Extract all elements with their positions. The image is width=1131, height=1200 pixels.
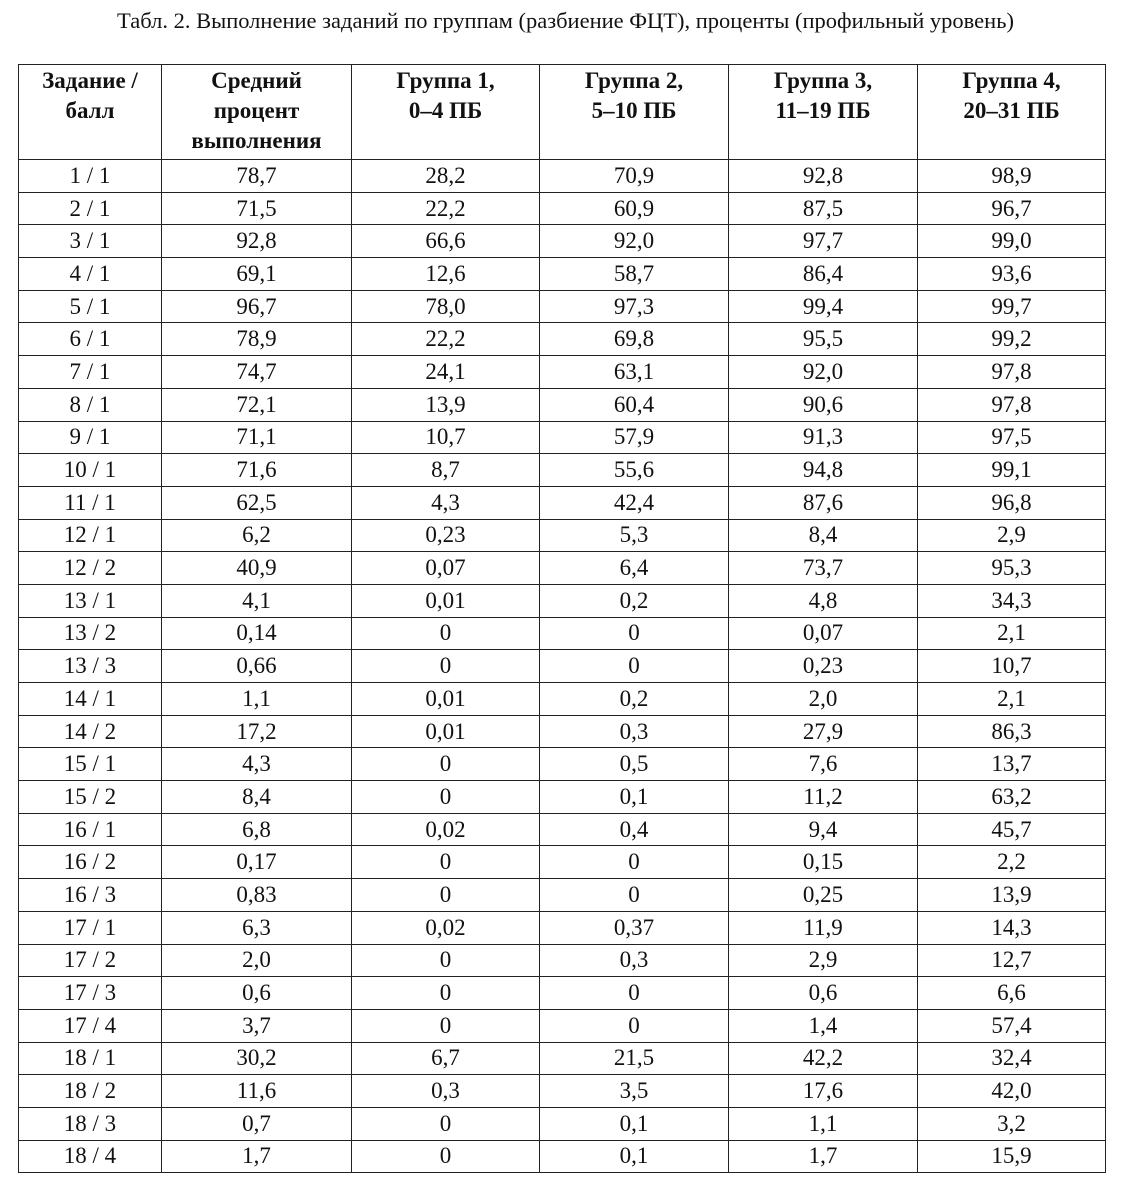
cell-group-1: 8,7 — [352, 454, 540, 487]
cell-average: 4,1 — [162, 584, 352, 617]
cell-group-4: 99,7 — [918, 290, 1106, 323]
table-row — [19, 519, 1106, 552]
cell-group-3: 97,7 — [729, 225, 918, 258]
cell-group-3: 11,2 — [729, 781, 918, 814]
table-row — [19, 813, 1106, 846]
table-row — [19, 290, 1106, 323]
cell-task-score: 4 / 1 — [19, 258, 162, 291]
cell-group-3: 0,25 — [729, 879, 918, 912]
cell-group-3: 8,4 — [729, 519, 918, 552]
cell-group-4: 12,7 — [918, 944, 1106, 977]
cell-group-3: 0,23 — [729, 650, 918, 683]
cell-group-3: 1,1 — [729, 1107, 918, 1140]
cell-group-2: 21,5 — [540, 1042, 729, 1075]
cell-group-1: 4,3 — [352, 486, 540, 519]
table-row — [19, 650, 1106, 683]
cell-group-2: 5,3 — [540, 519, 729, 552]
cell-group-4: 15,9 — [918, 1140, 1106, 1173]
cell-group-1: 0 — [352, 748, 540, 781]
cell-task-score: 11 / 1 — [19, 486, 162, 519]
cell-task-score: 17 / 3 — [19, 977, 162, 1010]
cell-group-3: 11,9 — [729, 911, 918, 944]
header-line: 5–10 ПБ — [591, 98, 677, 123]
cell-group-1: 13,9 — [352, 388, 540, 421]
header-line: 20–31 ПБ — [963, 98, 1060, 123]
cell-task-score: 15 / 1 — [19, 748, 162, 781]
cell-average: 78,7 — [162, 160, 352, 193]
cell-task-score: 14 / 1 — [19, 683, 162, 716]
cell-task-score: 3 / 1 — [19, 225, 162, 258]
cell-group-4: 2,2 — [918, 846, 1106, 879]
cell-group-4: 57,4 — [918, 1009, 1106, 1042]
header-line: 0–4 ПБ — [408, 98, 483, 123]
cell-group-3: 9,4 — [729, 813, 918, 846]
cell-group-1: 0,23 — [352, 519, 540, 552]
cell-group-2: 0 — [540, 617, 729, 650]
cell-average: 0,14 — [162, 617, 352, 650]
cell-group-1: 0 — [352, 977, 540, 1010]
cell-group-4: 2,9 — [918, 519, 1106, 552]
cell-average: 69,1 — [162, 258, 352, 291]
cell-group-4: 42,0 — [918, 1075, 1106, 1108]
table-row — [19, 584, 1106, 617]
cell-group-4: 45,7 — [918, 813, 1106, 846]
header-line: Средний — [211, 68, 302, 93]
cell-group-3: 7,6 — [729, 748, 918, 781]
cell-group-3: 87,6 — [729, 486, 918, 519]
table-row — [19, 879, 1106, 912]
cell-group-1: 12,6 — [352, 258, 540, 291]
cell-average: 30,2 — [162, 1042, 352, 1075]
cell-group-1: 66,6 — [352, 225, 540, 258]
header-line: Задание / — [42, 68, 138, 93]
cell-group-2: 0,1 — [540, 1140, 729, 1173]
cell-group-1: 0 — [352, 1107, 540, 1140]
cell-average: 62,5 — [162, 486, 352, 519]
cell-group-2: 0,3 — [540, 715, 729, 748]
table-row — [19, 781, 1106, 814]
header-line: процент — [213, 98, 300, 123]
table-row — [19, 911, 1106, 944]
cell-average: 0,7 — [162, 1107, 352, 1140]
cell-average: 71,1 — [162, 421, 352, 454]
cell-group-3: 42,2 — [729, 1042, 918, 1075]
cell-group-4: 99,0 — [918, 225, 1106, 258]
cell-average: 1,7 — [162, 1140, 352, 1173]
cell-group-2: 0,2 — [540, 683, 729, 716]
cell-average: 74,7 — [162, 356, 352, 389]
cell-average: 1,1 — [162, 683, 352, 716]
cell-task-score: 15 / 2 — [19, 781, 162, 814]
table-row — [19, 192, 1106, 225]
cell-group-2: 0 — [540, 1009, 729, 1042]
cell-average: 8,4 — [162, 781, 352, 814]
cell-group-3: 92,0 — [729, 356, 918, 389]
header-group-3 — [729, 65, 918, 160]
cell-average: 6,2 — [162, 519, 352, 552]
cell-group-4: 98,9 — [918, 160, 1106, 193]
cell-task-score: 9 / 1 — [19, 421, 162, 454]
cell-task-score: 17 / 2 — [19, 944, 162, 977]
header-line: Группа 4, — [962, 68, 1061, 93]
table-row — [19, 258, 1106, 291]
cell-task-score: 17 / 1 — [19, 911, 162, 944]
cell-average: 6,3 — [162, 911, 352, 944]
cell-group-3: 1,4 — [729, 1009, 918, 1042]
cell-task-score: 7 / 1 — [19, 356, 162, 389]
cell-average: 4,3 — [162, 748, 352, 781]
table-row — [19, 486, 1106, 519]
cell-group-1: 0 — [352, 650, 540, 683]
cell-group-3: 92,8 — [729, 160, 918, 193]
cell-task-score: 18 / 1 — [19, 1042, 162, 1075]
cell-group-1: 0 — [352, 1140, 540, 1173]
cell-group-1: 0,02 — [352, 911, 540, 944]
cell-group-3: 99,4 — [729, 290, 918, 323]
cell-group-1: 0,07 — [352, 552, 540, 585]
cell-group-1: 24,1 — [352, 356, 540, 389]
table-row — [19, 846, 1106, 879]
header-line: выполнения — [191, 128, 322, 153]
table-row — [19, 421, 1106, 454]
cell-group-1: 0,01 — [352, 715, 540, 748]
header-line: Группа 2, — [584, 68, 684, 93]
cell-group-3: 90,6 — [729, 388, 918, 421]
cell-group-3: 17,6 — [729, 1075, 918, 1108]
cell-group-4: 2,1 — [918, 683, 1106, 716]
cell-average: 40,9 — [162, 552, 352, 585]
cell-group-2: 60,9 — [540, 192, 729, 225]
table-caption: Табл. 2. Выполнение заданий по группам (разбиение ФЦТ), проценты (профильный уровень) — [117, 8, 1014, 33]
cell-average: 2,0 — [162, 944, 352, 977]
cell-group-3: 27,9 — [729, 715, 918, 748]
table-row — [19, 944, 1106, 977]
cell-average: 11,6 — [162, 1075, 352, 1108]
table-header-row — [19, 65, 1106, 160]
cell-group-4: 97,8 — [918, 356, 1106, 389]
table-row — [19, 388, 1106, 421]
cell-task-score: 14 / 2 — [19, 715, 162, 748]
cell-group-1: 0 — [352, 617, 540, 650]
table-row — [19, 617, 1106, 650]
cell-group-2: 92,0 — [540, 225, 729, 258]
cell-group-2: 42,4 — [540, 486, 729, 519]
cell-group-1: 6,7 — [352, 1042, 540, 1075]
cell-task-score: 10 / 1 — [19, 454, 162, 487]
header-task-score — [19, 65, 162, 160]
cell-group-4: 97,5 — [918, 421, 1106, 454]
cell-task-score: 16 / 1 — [19, 813, 162, 846]
cell-task-score: 1 / 1 — [19, 160, 162, 193]
cell-group-4: 99,1 — [918, 454, 1106, 487]
cell-group-1: 28,2 — [352, 160, 540, 193]
cell-group-4: 32,4 — [918, 1042, 1106, 1075]
header-line: Группа 1, — [396, 68, 495, 93]
cell-group-1: 0,02 — [352, 813, 540, 846]
cell-task-score: 12 / 1 — [19, 519, 162, 552]
cell-group-4: 97,8 — [918, 388, 1106, 421]
cell-average: 6,8 — [162, 813, 352, 846]
cell-group-2: 70,9 — [540, 160, 729, 193]
cell-task-score: 16 / 2 — [19, 846, 162, 879]
cell-group-4: 95,3 — [918, 552, 1106, 585]
cell-group-2: 0 — [540, 879, 729, 912]
header-line: Группа 3, — [773, 68, 873, 93]
cell-group-1: 22,2 — [352, 192, 540, 225]
cell-group-2: 3,5 — [540, 1075, 729, 1108]
cell-average: 96,7 — [162, 290, 352, 323]
cell-group-3: 4,8 — [729, 584, 918, 617]
cell-group-1: 22,2 — [352, 323, 540, 356]
cell-group-1: 0 — [352, 781, 540, 814]
header-group-4 — [918, 65, 1106, 160]
cell-group-4: 6,6 — [918, 977, 1106, 1010]
cell-task-score: 6 / 1 — [19, 323, 162, 356]
cell-group-1: 0 — [352, 944, 540, 977]
cell-task-score: 2 / 1 — [19, 192, 162, 225]
cell-group-4: 86,3 — [918, 715, 1106, 748]
cell-group-2: 0,3 — [540, 944, 729, 977]
table-row — [19, 552, 1106, 585]
cell-average: 92,8 — [162, 225, 352, 258]
cell-average: 0,66 — [162, 650, 352, 683]
table-row — [19, 1075, 1106, 1108]
table-row — [19, 454, 1106, 487]
cell-group-3: 0,6 — [729, 977, 918, 1010]
cell-average: 71,6 — [162, 454, 352, 487]
cell-group-2: 0,1 — [540, 1107, 729, 1140]
table-body — [19, 160, 1106, 1173]
cell-group-1: 0,3 — [352, 1075, 540, 1108]
cell-group-1: 0 — [352, 879, 540, 912]
cell-group-3: 0,15 — [729, 846, 918, 879]
cell-group-4: 14,3 — [918, 911, 1106, 944]
table-row — [19, 748, 1106, 781]
cell-group-2: 0,4 — [540, 813, 729, 846]
cell-group-3: 87,5 — [729, 192, 918, 225]
table-row — [19, 683, 1106, 716]
cell-group-4: 93,6 — [918, 258, 1106, 291]
table-row — [19, 1140, 1106, 1173]
cell-group-2: 55,6 — [540, 454, 729, 487]
cell-group-1: 78,0 — [352, 290, 540, 323]
cell-average: 3,7 — [162, 1009, 352, 1042]
table-row — [19, 1107, 1106, 1140]
cell-task-score: 8 / 1 — [19, 388, 162, 421]
cell-task-score: 18 / 4 — [19, 1140, 162, 1173]
cell-task-score: 5 / 1 — [19, 290, 162, 323]
cell-group-3: 2,9 — [729, 944, 918, 977]
cell-group-4: 10,7 — [918, 650, 1106, 683]
header-group-1 — [352, 65, 540, 160]
cell-task-score: 18 / 2 — [19, 1075, 162, 1108]
cell-group-2: 63,1 — [540, 356, 729, 389]
cell-group-4: 63,2 — [918, 781, 1106, 814]
cell-task-score: 17 / 4 — [19, 1009, 162, 1042]
cell-group-2: 0 — [540, 977, 729, 1010]
cell-group-1: 0,01 — [352, 683, 540, 716]
header-average-percent — [162, 65, 352, 160]
cell-task-score: 13 / 3 — [19, 650, 162, 683]
table-row — [19, 715, 1106, 748]
cell-group-2: 69,8 — [540, 323, 729, 356]
cell-group-3: 86,4 — [729, 258, 918, 291]
cell-group-3: 73,7 — [729, 552, 918, 585]
cell-group-4: 2,1 — [918, 617, 1106, 650]
cell-average: 78,9 — [162, 323, 352, 356]
table-row — [19, 977, 1106, 1010]
cell-group-3: 2,0 — [729, 683, 918, 716]
cell-average: 72,1 — [162, 388, 352, 421]
cell-group-4: 3,2 — [918, 1107, 1106, 1140]
table-row — [19, 323, 1106, 356]
cell-task-score: 12 / 2 — [19, 552, 162, 585]
cell-group-3: 95,5 — [729, 323, 918, 356]
table-row — [19, 1042, 1106, 1075]
cell-group-3: 0,07 — [729, 617, 918, 650]
cell-group-1: 0 — [352, 1009, 540, 1042]
cell-average: 71,5 — [162, 192, 352, 225]
cell-group-2: 0 — [540, 650, 729, 683]
cell-group-2: 60,4 — [540, 388, 729, 421]
cell-group-2: 0,1 — [540, 781, 729, 814]
cell-group-4: 13,7 — [918, 748, 1106, 781]
cell-task-score: 13 / 1 — [19, 584, 162, 617]
cell-group-1: 0,01 — [352, 584, 540, 617]
table-row — [19, 160, 1106, 193]
table-row — [19, 1009, 1106, 1042]
header-group-2 — [540, 65, 729, 160]
header-line: балл — [65, 98, 115, 123]
cell-group-2: 97,3 — [540, 290, 729, 323]
cell-average: 0,83 — [162, 879, 352, 912]
table-row — [19, 225, 1106, 258]
cell-task-score: 16 / 3 — [19, 879, 162, 912]
cell-average: 0,6 — [162, 977, 352, 1010]
cell-group-2: 57,9 — [540, 421, 729, 454]
cell-group-1: 10,7 — [352, 421, 540, 454]
cell-average: 17,2 — [162, 715, 352, 748]
cell-group-3: 91,3 — [729, 421, 918, 454]
cell-group-4: 99,2 — [918, 323, 1106, 356]
cell-group-2: 0,37 — [540, 911, 729, 944]
cell-task-score: 18 / 3 — [19, 1107, 162, 1140]
cell-group-4: 96,8 — [918, 486, 1106, 519]
header-line: 11–19 ПБ — [775, 98, 871, 123]
cell-group-3: 1,7 — [729, 1140, 918, 1173]
cell-group-1: 0 — [352, 846, 540, 879]
cell-group-2: 58,7 — [540, 258, 729, 291]
cell-group-2: 0 — [540, 846, 729, 879]
cell-group-2: 6,4 — [540, 552, 729, 585]
cell-average: 0,17 — [162, 846, 352, 879]
cell-group-2: 0,2 — [540, 584, 729, 617]
cell-group-4: 34,3 — [918, 584, 1106, 617]
cell-group-4: 96,7 — [918, 192, 1106, 225]
results-table — [18, 64, 1106, 1173]
table-row — [19, 356, 1106, 389]
cell-task-score: 13 / 2 — [19, 617, 162, 650]
cell-group-3: 94,8 — [729, 454, 918, 487]
cell-group-4: 13,9 — [918, 879, 1106, 912]
cell-group-2: 0,5 — [540, 748, 729, 781]
